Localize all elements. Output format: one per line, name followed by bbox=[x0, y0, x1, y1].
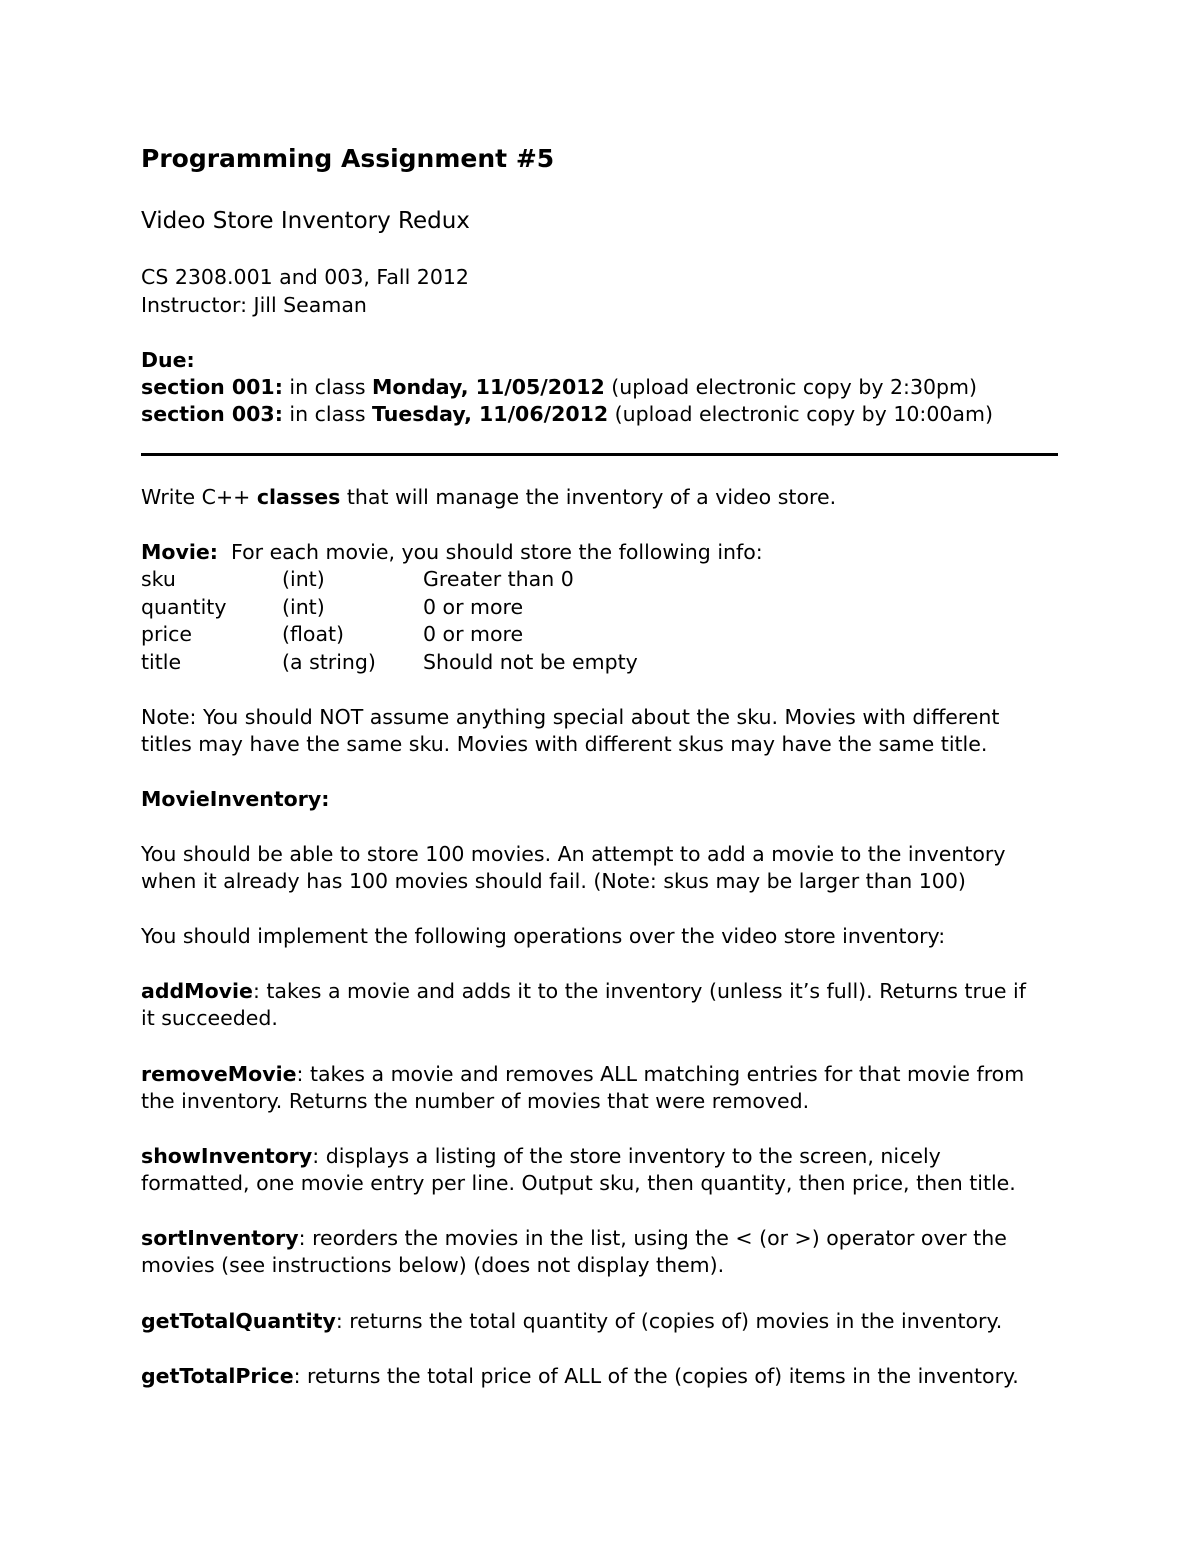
header-divider bbox=[141, 453, 1058, 456]
movie-fields-table bbox=[141, 566, 638, 676]
field-constraint: Should not be empty bbox=[423, 649, 638, 674]
field-name: quantity bbox=[141, 594, 227, 619]
movie-heading: Movie: For each movie, you should store the following info: bbox=[141, 540, 763, 564]
field-constraint: 0 or more bbox=[423, 594, 524, 619]
field-row bbox=[141, 621, 638, 649]
operation-get-total-quantity: getTotalQuantity: returns the total quantity of (copies of) movies in the inventory. bbox=[141, 1309, 1003, 1333]
capacity-paragraph bbox=[141, 841, 1005, 895]
field-name: sku bbox=[141, 567, 176, 591]
paragraph-line: when it already has 100 movies should fail. (Note: skus may be larger than 100) bbox=[141, 869, 966, 893]
field-type: (a string) bbox=[282, 649, 376, 674]
field-type: (float) bbox=[282, 622, 345, 646]
note-line: Note: You should NOT assume anything special about the sku. Movies with different bbox=[141, 705, 1000, 729]
page-subtitle: Video Store Inventory Redux bbox=[141, 208, 470, 234]
intro-text: Write C++ classes that will manage the inventory of a video store. bbox=[141, 485, 837, 509]
operation-show-inventory: showInventory: displays a listing of the store inventory to the screen, nicely formatted, one movie entry per line. Output sku, then quantity, then price, then title. bbox=[141, 1144, 1016, 1195]
instructor-line: Instructor: Jill Seaman bbox=[141, 293, 367, 317]
field-type: (int) bbox=[282, 594, 325, 619]
field-type: (int) bbox=[282, 567, 325, 591]
due-section-003: section 003: in class Tuesday, 11/06/2012 (upload electronic copy by 10:00am) bbox=[141, 402, 993, 426]
operations-intro: You should implement the following operations over the video store inventory: bbox=[141, 924, 946, 948]
paragraph-line: You should be able to store 100 movies. An attempt to add a movie to the inventory bbox=[141, 842, 1006, 866]
field-name: title bbox=[141, 649, 182, 674]
operation-remove-movie: removeMovie: takes a movie and removes ALL matching entries for that movie from the inventory. Returns the number of movies that were removed. bbox=[141, 1062, 1025, 1113]
inventory-heading: MovieInventory: bbox=[141, 787, 330, 811]
operation-get-total-price: getTotalPrice: returns the total price of ALL of the (copies of) items in the inventory. bbox=[141, 1364, 1019, 1388]
due-label: Due: bbox=[141, 348, 195, 372]
operation-add-movie: addMovie: takes a movie and adds it to the inventory (unless it’s full). Returns true if it succeeded. bbox=[141, 979, 1026, 1030]
field-name: price bbox=[141, 622, 193, 646]
note-line: titles may have the same sku. Movies with different skus may have the same title. bbox=[141, 732, 988, 756]
due-section-001: section 001: in class Monday, 11/05/2012 (upload electronic copy by 2:30pm) bbox=[141, 375, 978, 399]
field-constraint: 0 or more bbox=[423, 622, 524, 646]
operation-sort-inventory: sortInventory: reorders the movies in the list, using the < (or >) operator over the movies (see instructions below) (does not display them). bbox=[141, 1226, 1007, 1277]
field-row bbox=[141, 649, 638, 677]
page-title: Programming Assignment #5 bbox=[141, 144, 555, 173]
field-row bbox=[141, 566, 638, 594]
field-row bbox=[141, 594, 638, 622]
sku-note bbox=[141, 704, 999, 758]
course-line: CS 2308.001 and 003, Fall 2012 bbox=[141, 265, 469, 289]
field-constraint: Greater than 0 bbox=[423, 567, 574, 591]
